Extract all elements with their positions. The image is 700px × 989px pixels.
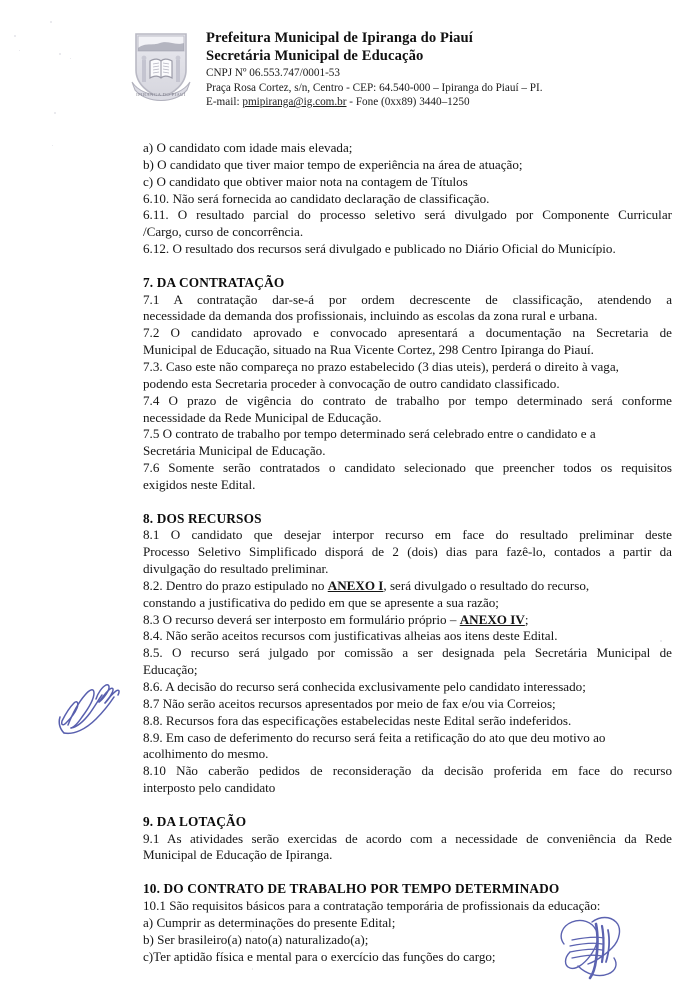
letterhead-text: [206, 28, 543, 110]
clause-6-11-line1: 6.11. O resultado parcial do processo seletivo será divulgado por Componente Curricular: [143, 207, 672, 223]
clause-8-3-text-pre: 8.3 O recurso deverá ser interposto em formulário próprio –: [143, 611, 460, 627]
spacer: [143, 864, 672, 881]
clause-8-7: 8.7 Não serão aceitos recursos apresentados por meio de fax e/ou via Correios;: [143, 695, 556, 711]
clause-8-10-line2: interposto pelo candidato: [143, 780, 276, 796]
spacer: [143, 797, 672, 814]
scan-speckle: [54, 112, 56, 114]
clause-8-2-line2: constando a justificativa do pedido em que se apresente a sua razão;: [143, 594, 499, 610]
municipal-crest-icon: [130, 30, 192, 106]
clause-8-6: 8.6. A decisão do recurso será conhecida exclusivamente pelo candidato interessado;: [143, 679, 586, 694]
clause-8-5-line1: 8.5. O recurso será julgado por comissão a ser designada pela Secretária Municipal de: [143, 645, 672, 661]
phone-text: - Fone (0xx89) 3440–1250: [346, 96, 470, 109]
scan-speckle: [14, 35, 16, 37]
address-line: Praça Rosa Cortez, s/n, Centro - CEP: 64.540-000 – Ipiranga do Piauí – PI.: [206, 81, 543, 94]
clause-8-2-line1: [143, 578, 672, 595]
signature-left-margin: [52, 655, 126, 770]
entity-name-line1: Prefeitura Municipal de Ipiranga do Piauí: [206, 30, 473, 46]
clause-7-4-line1: 7.4 O prazo de vigência do contrato de trabalho por tempo determinado será conforme: [143, 392, 672, 408]
clause-7-3-line2: podendo esta Secretaria proceder à convocação de outro candidato classificado.: [143, 375, 560, 391]
clause-8-2-text-pre: 8.2. Dentro do prazo estipulado no: [143, 577, 328, 593]
section-heading-8: 8. DOS RECURSOS: [143, 510, 262, 526]
clause-7-3-line1: 7.3. Caso este não compareça no prazo estabelecido (3 dias uteis), perderá o direito à vaga,: [143, 358, 619, 374]
section-heading-10: 10. DO CONTRATO DE TRABALHO POR TEMPO DETERMINADO: [143, 881, 560, 897]
list-item: c) O candidato que obtiver maior nota na contagem de Títulos: [143, 173, 468, 189]
clause-8-1-line1: 8.1 O candidato que desejar interpor recurso em face do resultado preliminar deste: [143, 527, 672, 543]
spacer: [143, 258, 672, 275]
cnpj-line: CNPJ Nº 06.553.747/0001-53: [206, 67, 340, 79]
clause-10-1: 10.1 São requisitos básicos para a contratação temporária de profissionais da educação:: [143, 897, 601, 913]
clause-8-1-line2: Processo Seletivo Simplificado disporá de 2 (dois) dias para fazê-lo, contados a partir da: [143, 544, 672, 560]
clause-7-5-line2: Secretária Municipal de Educação.: [143, 443, 326, 459]
scan-speckle: [59, 53, 61, 55]
clause-8-3: [143, 612, 672, 629]
clause-7-1-line1: 7.1 A contratação dar-se-á por ordem decrescente de classificação, atendendo a: [143, 291, 672, 307]
clause-8-5-line2: Educação;: [143, 662, 198, 678]
clause-7-6-line2: exigidos neste Edital.: [143, 476, 256, 492]
anexo-iv-reference: ANEXO IV: [459, 611, 525, 627]
entity-name-line2: Secretária Municipal de Educação: [206, 47, 424, 64]
clause-6-10: 6.10. Não será fornecida ao candidato declaração de classificação.: [143, 190, 490, 206]
clause-9-1-line2: Municipal de Educação de Ipiranga.: [143, 847, 333, 863]
clause-7-1-line2: necessidade da demanda dos profissionais, incluindo as escolas da zona rural e urbana.: [143, 308, 598, 324]
scan-speckle: [19, 50, 20, 51]
clause-6-11-line2: /Cargo, curso de concorrência.: [143, 224, 304, 240]
scan-speckle: [252, 968, 253, 970]
email-address[interactable]: pmipiranga@ig.com.br: [242, 96, 347, 109]
clause-7-5-line1: 7.5 O contrato de trabalho por tempo determinado será celebrado entre o candidato e a: [143, 426, 596, 442]
clause-8-2-text-post: , será divulgado o resultado do recurso,: [383, 577, 590, 593]
clause-8-3-text-post: ;: [524, 611, 529, 627]
clause-8-9-line1: 8.9. Em caso de deferimento do recurso será feita a retificação do ato que deu motivo ao: [143, 729, 606, 745]
clause-8-1-line3: divulgação do resultado preliminar.: [143, 561, 329, 577]
list-item: c)Ter aptidão física e mental para o exercício das funções do cargo;: [143, 948, 496, 964]
clause-7-2-line1: 7.2 O candidato aprovado e convocado apresentará a documentação na Secretaria de: [143, 325, 672, 341]
list-item: a) O candidato com idade mais elevada;: [143, 140, 353, 155]
section-heading-9: 9. DA LOTAÇÃO: [143, 813, 247, 829]
list-item: b) Ser brasileiro(a) nato(a) naturalizado(a);: [143, 931, 369, 947]
spacer: [143, 494, 672, 511]
email-label: E-mail:: [206, 96, 243, 109]
anexo-i-reference: ANEXO I: [327, 577, 384, 593]
scan-speckle: [50, 21, 52, 23]
clause-9-1-line1: 9.1 As atividades serão exercidas de acordo com a necessidade de conveniência da Rede: [143, 830, 672, 846]
letterhead: [130, 28, 680, 110]
clause-7-4-line2: necessidade da Rede Municipal de Educação.: [143, 409, 382, 425]
contact-line: [206, 95, 543, 110]
clause-6-12: 6.12. O resultado dos recursos será divulgado e publicado no Diário Oficial do Município.: [143, 241, 616, 257]
clause-8-4: 8.4. Não serão aceitos recursos com justificativas alheias aos itens deste Edital.: [143, 628, 558, 644]
clause-8-9-line2: acolhimento do mesmo.: [143, 746, 269, 762]
clause-8-8: 8.8. Recursos fora das especificações estabelecidas neste Edital serão indeferidos.: [143, 712, 572, 728]
section-heading-7: 7. DA CONTRATAÇÃO: [143, 274, 285, 290]
list-item: b) O candidato que tiver maior tempo de experiência na área de atuação;: [143, 156, 523, 172]
document-body: [143, 140, 672, 965]
svg-text:IPIRANGA DO PIAUÍ: IPIRANGA DO PIAUÍ: [136, 92, 186, 97]
clause-7-6-line1: 7.6 Somente serão contratados o candidato selecionado que preencher todos os requisitos: [143, 460, 672, 476]
clause-7-2-line2: Municipal de Educação, situado na Rua Vicente Cortez, 298 Centro Ipiranga do Piauí.: [143, 342, 594, 358]
clause-8-10-line1: 8.10 Não caberão pedidos de reconsideração da decisão proferida em face do recurso: [143, 763, 672, 779]
scan-speckle: [70, 58, 71, 59]
scan-speckle: [52, 145, 53, 146]
list-item: a) Cumprir as determinações do presente Edital;: [143, 914, 396, 930]
